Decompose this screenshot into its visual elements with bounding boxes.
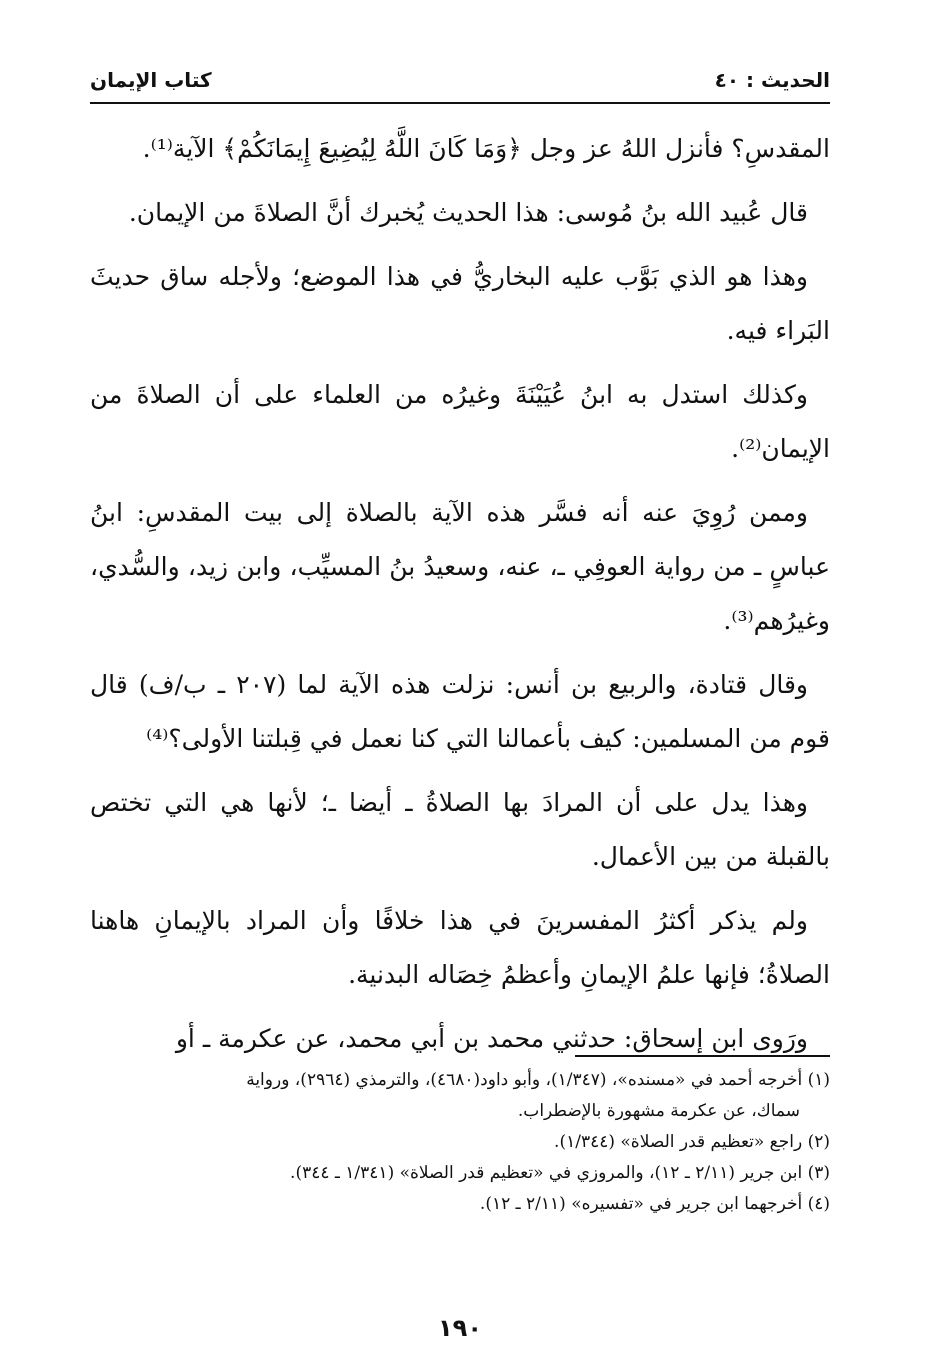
book-page [90, 62, 830, 1352]
paragraph-9: ورَوى ابن إسحاق: حدثني محمد بن أبي محمد، عن عكرمة ـ أو [175, 1024, 808, 1053]
paragraph-7: وهذا يدل على أن المرادَ بها الصلاةُ ـ أيضا ـ؛ لأنها هي التي تختص بالقبلة من بين الأعمال. [90, 788, 830, 871]
paragraph-3: وهذا هو الذي بَوَّب عليه البخاريُّ في هذا الموضع؛ ولأجله ساق حديثَ البَراء فيه. [90, 262, 830, 345]
header-book-title: كتاب الإيمان [90, 68, 212, 92]
paragraph-4: وكذلك استدل به ابنُ عُيَيْنَةَ وغيرُه من العلماء على أن الصلاةَ من الإيمان⁽²⁾. [90, 380, 830, 463]
footnotes [90, 1065, 830, 1220]
main-text [90, 122, 830, 1066]
paragraph-6: وقال قتادة، والربيع بن أنس: نزلت هذه الآية لما (٢٠٧ ـ ب/ف) قال قوم من المسلمين: كيف بأعمالنا التي كنا نعمل في قِبلتنا الأولى؟⁽⁴⁾ [90, 670, 830, 753]
page-number: ١٩٠ [438, 1314, 482, 1342]
footnote-2: (٢) راجع «تعظيم قدر الصلاة» (١/٣٤٤). [554, 1132, 830, 1152]
footnote-separator [575, 1055, 830, 1057]
paragraph-5: وممن رُوِيَ عنه أنه فسَّر هذه الآية بالصلاة إلى بيت المقدسِ: ابنُ عباسٍ ـ من رواية العوفِي ـ، عنه، وسعيدُ بنُ المسيِّب، وابن زيد، والسُّدي، وغيرُهم⁽³⁾. [90, 498, 830, 635]
footnote-3: (٣) ابن جرير (٢/١١ ـ ١٢)، والمروزي في «تعظيم قدر الصلاة» (١/٣٤١ ـ ٣٤٤). [290, 1163, 830, 1183]
paragraph-2: قال عُبيد الله بنُ مُوسى: هذا الحديث يُخبرك أنَّ الصلاةَ من الإيمان. [128, 198, 808, 227]
footnote-1-continuation: سماك، عن عكرمة مشهورة بالإضطراب. [517, 1101, 800, 1121]
running-header [90, 62, 830, 104]
header-hadith-number: الحديث : ٤٠ [714, 68, 830, 92]
footnote-4: (٤) أخرجهما ابن جرير في «تفسيره» (٢/١١ ـ ١٢). [479, 1194, 830, 1214]
footnote-1: (١) أخرجه أحمد في «مسنده»، (١/٣٤٧)، وأبو داود(٤٦٨٠)، والترمذي (٢٩٦٤)، ورواية [246, 1070, 830, 1090]
paragraph-8: ولم يذكر أكثرُ المفسرينَ في هذا خلافًا وأن المراد بالإيمانِ هاهنا الصلاةُ؛ فإنها علمُ الإيمانِ وأعظمُ خِصَاله البدنية. [90, 906, 830, 989]
paragraph-1: المقدسِ؟ فأنزل اللهُ عز وجل ﴿وَمَا كَانَ اللَّهُ لِيُضِيعَ إِيمَانَكُمْ﴾ الآية⁽¹⁾. [142, 134, 830, 163]
